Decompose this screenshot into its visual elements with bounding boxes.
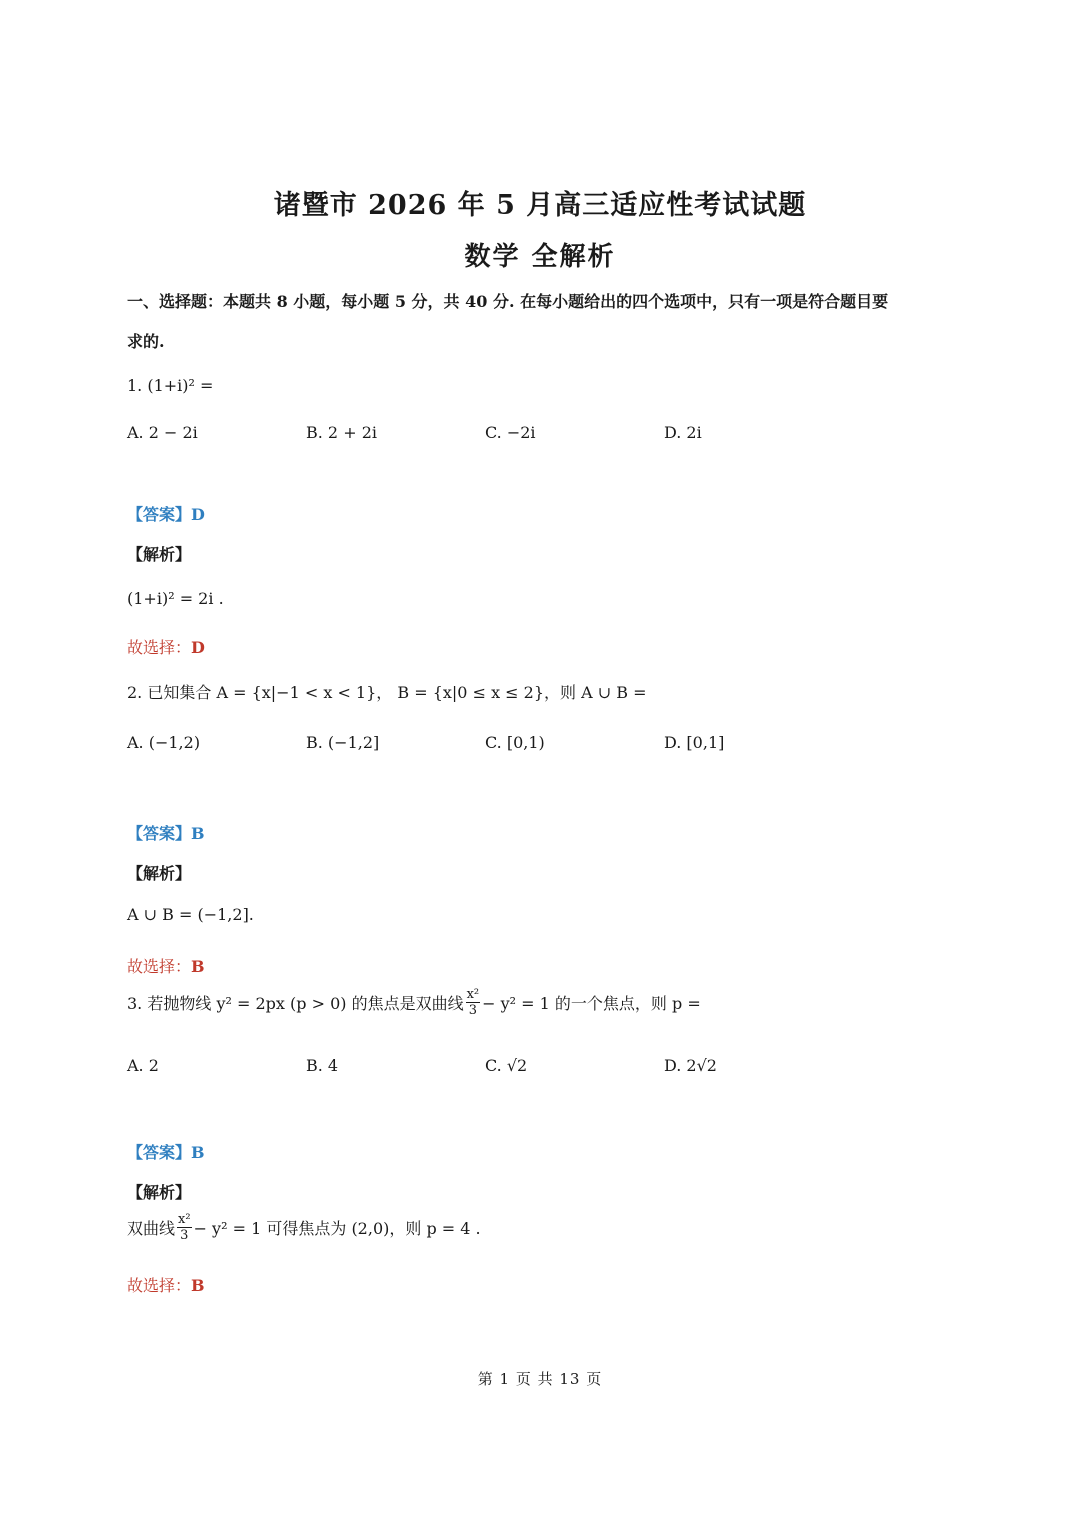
question-2-option-b: B. (−1,2] (306, 733, 380, 752)
question-3-fraction-denominator: 3 (468, 1003, 477, 1018)
question-3-option-a: A. 2 (127, 1056, 159, 1075)
question-3-stem-post: − y² = 1 的一个焦点，则 p = (482, 994, 701, 1013)
question-3-option-d: D. 2√2 (664, 1056, 717, 1075)
question-1-selection-letter: D (191, 638, 205, 657)
question-1-selection (127, 635, 205, 658)
question-3-selection-letter: B (191, 1276, 205, 1295)
question-2-selection (127, 954, 205, 977)
question-2-stem: 2. 已知集合 A = {x|−1 < x < 1}， B = {x|0 ≤ x ≤ 2}，则 A ∪ B = (127, 683, 647, 702)
question-2-option-c: C. [0,1) (485, 733, 545, 752)
question-1-option-d: D. 2i (664, 423, 702, 442)
question-2-work: A ∪ B = (−1,2]. (127, 905, 254, 924)
question-1-answer: 【答案】D (127, 505, 205, 524)
question-3-work-fraction-denominator: 3 (180, 1228, 189, 1243)
question-3-work-fraction-numerator: x² (178, 1212, 191, 1227)
question-3-work-pre: 双曲线 (127, 1219, 176, 1238)
question-3-selection (127, 1273, 205, 1296)
question-3-answer: 【答案】B (127, 1143, 205, 1162)
question-2-selection-prefix: 故选择： (127, 957, 192, 976)
question-1-stem: 1. (1+i)² = (127, 376, 214, 395)
document-title: 诸暨市 2026 年 5 月高三适应性考试试题 (273, 190, 807, 221)
question-3-option-c: C. √2 (485, 1056, 528, 1075)
question-3-option-b: B. 4 (306, 1056, 339, 1075)
question-3-work-fraction (177, 1213, 192, 1242)
question-2-option-a: A. (−1,2) (127, 733, 201, 752)
page-number-footer: 第 1 页 共 13 页 (477, 1370, 603, 1388)
question-2-answer: 【答案】B (127, 824, 205, 843)
question-3-analysis-label: 【解析】 (127, 1183, 192, 1202)
question-1-selection-prefix: 故选择： (127, 638, 192, 657)
section-heading-line1: 一、选择题：本题共 8 小题，每小题 5 分，共 40 分. 在每小题给出的四个选项中，只有一项是符合题目要 (127, 292, 889, 311)
question-3-fraction-numerator: x² (466, 987, 480, 1002)
question-2-analysis-label: 【解析】 (127, 864, 192, 883)
question-3-work (127, 1213, 481, 1242)
question-3-stem (127, 988, 701, 1017)
question-3-fraction (466, 988, 481, 1017)
question-2-selection-letter: B (191, 957, 205, 976)
question-1-analysis-label: 【解析】 (127, 545, 192, 564)
question-3-selection-prefix: 故选择： (127, 1276, 192, 1295)
question-1-option-a: A. 2 − 2i (127, 423, 198, 442)
question-1-option-c: C. −2i (485, 423, 536, 442)
question-3-work-post: − y² = 1 可得焦点为 (2,0)，则 p = 4 . (193, 1219, 481, 1238)
question-2-option-d: D. [0,1] (664, 733, 725, 752)
question-3-stem-pre: 3. 若抛物线 y² = 2px (p > 0) 的焦点是双曲线 (127, 994, 464, 1013)
question-1-work: (1+i)² = 2i . (127, 589, 224, 608)
document-subtitle: 数学 全解析 (464, 242, 616, 272)
question-1-option-b: B. 2 + 2i (306, 423, 377, 442)
section-heading-line2: 求的. (127, 332, 165, 351)
